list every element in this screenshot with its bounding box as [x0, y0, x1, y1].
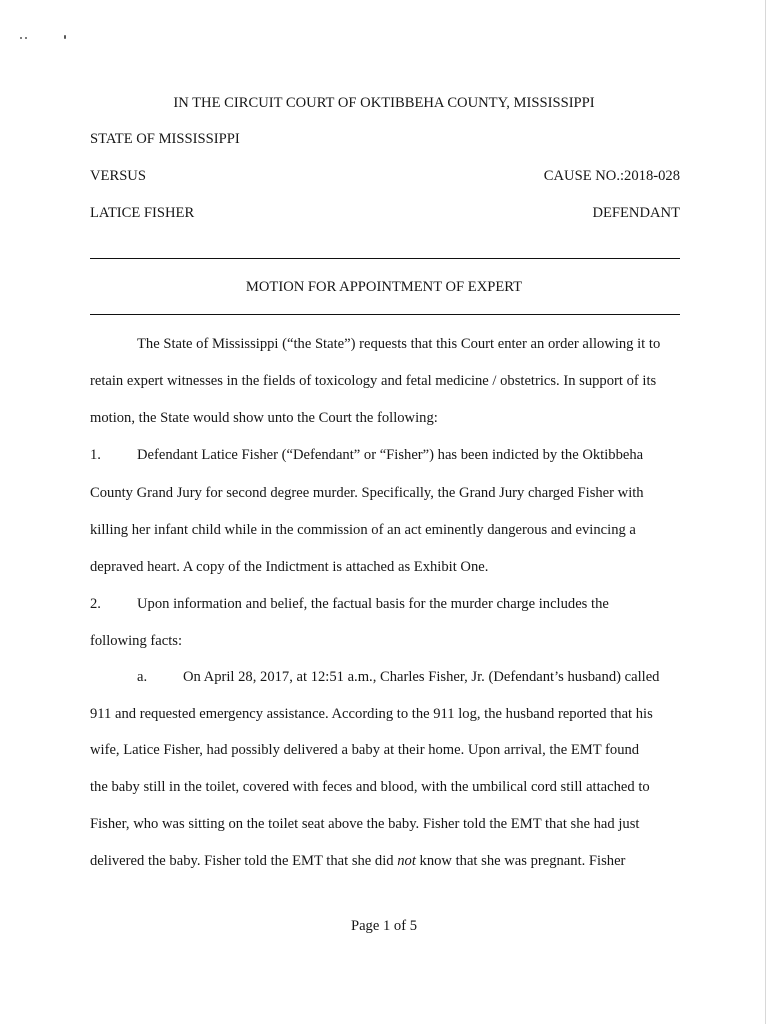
body-line: 911 and requested emergency assistance. According to the 911 log, the husband reported that his — [90, 706, 653, 722]
body-line: The State of Mississippi (“the State”) requests that this Court enter an order allowing it to — [137, 336, 661, 352]
defendant-name: LATICE FISHER — [90, 205, 195, 221]
subparagraph-letter: a. — [137, 669, 148, 685]
body-line — [90, 853, 625, 870]
bottom-rule — [90, 314, 680, 315]
body-line: Defendant Latice Fisher (“Defendant” or “Fisher”) has been indicted by the Oktibbeha — [137, 447, 644, 463]
emphasis-text: not — [397, 853, 416, 869]
body-line: motion, the State would show unto the Court the following: — [90, 410, 438, 426]
body-line: Fisher, who was sitting on the toilet seat above the baby. Fisher told the EMT that she had just — [90, 816, 640, 832]
body-line: the baby still in the toilet, covered with feces and blood, with the umbilical cord still attached to — [90, 779, 650, 795]
body-line: killing her infant child while in the commission of an act eminently dangerous and evincing a — [90, 522, 636, 538]
body-line: On April 28, 2017, at 12:51 a.m., Charles Fisher, Jr. (Defendant’s husband) called — [183, 669, 660, 685]
scan-artifact — [64, 35, 66, 39]
scan-edge — [765, 0, 766, 1024]
body-line: County Grand Jury for second degree murder. Specifically, the Grand Jury charged Fisher with — [90, 485, 644, 501]
motion-title: MOTION FOR APPOINTMENT OF EXPERT — [245, 279, 523, 295]
page-number: Page 1 of 5 — [350, 918, 418, 934]
paragraph-number: 1. — [90, 447, 101, 463]
body-line: Upon information and belief, the factual basis for the murder charge includes the — [137, 596, 609, 612]
body-text: delivered the baby. Fisher told the EMT that she did — [90, 853, 398, 869]
top-rule — [90, 258, 680, 259]
body-line: wife, Latice Fisher, had possibly delivered a baby at their home. Upon arrival, the EMT found — [90, 742, 640, 758]
scan-artifact — [25, 37, 27, 39]
cause-number: CAUSE NO.:2018-028 — [543, 168, 680, 184]
versus-label: VERSUS — [90, 168, 146, 184]
paragraph-number: 2. — [90, 596, 101, 612]
body-line: following facts: — [90, 633, 183, 649]
scan-artifact — [20, 37, 22, 39]
court-heading: IN THE CIRCUIT COURT OF OKTIBBEHA COUNTY, MISSISSIPPI — [173, 95, 595, 111]
defendant-label: DEFENDANT — [592, 205, 680, 221]
body-line: retain expert witnesses in the fields of toxicology and fetal medicine / obstetrics. In support of its — [90, 373, 657, 389]
body-text: know that she was pregnant. Fisher — [415, 853, 626, 869]
plaintiff: STATE OF MISSISSIPPI — [90, 131, 240, 147]
body-line: depraved heart. A copy of the Indictment is attached as Exhibit One. — [90, 559, 489, 575]
